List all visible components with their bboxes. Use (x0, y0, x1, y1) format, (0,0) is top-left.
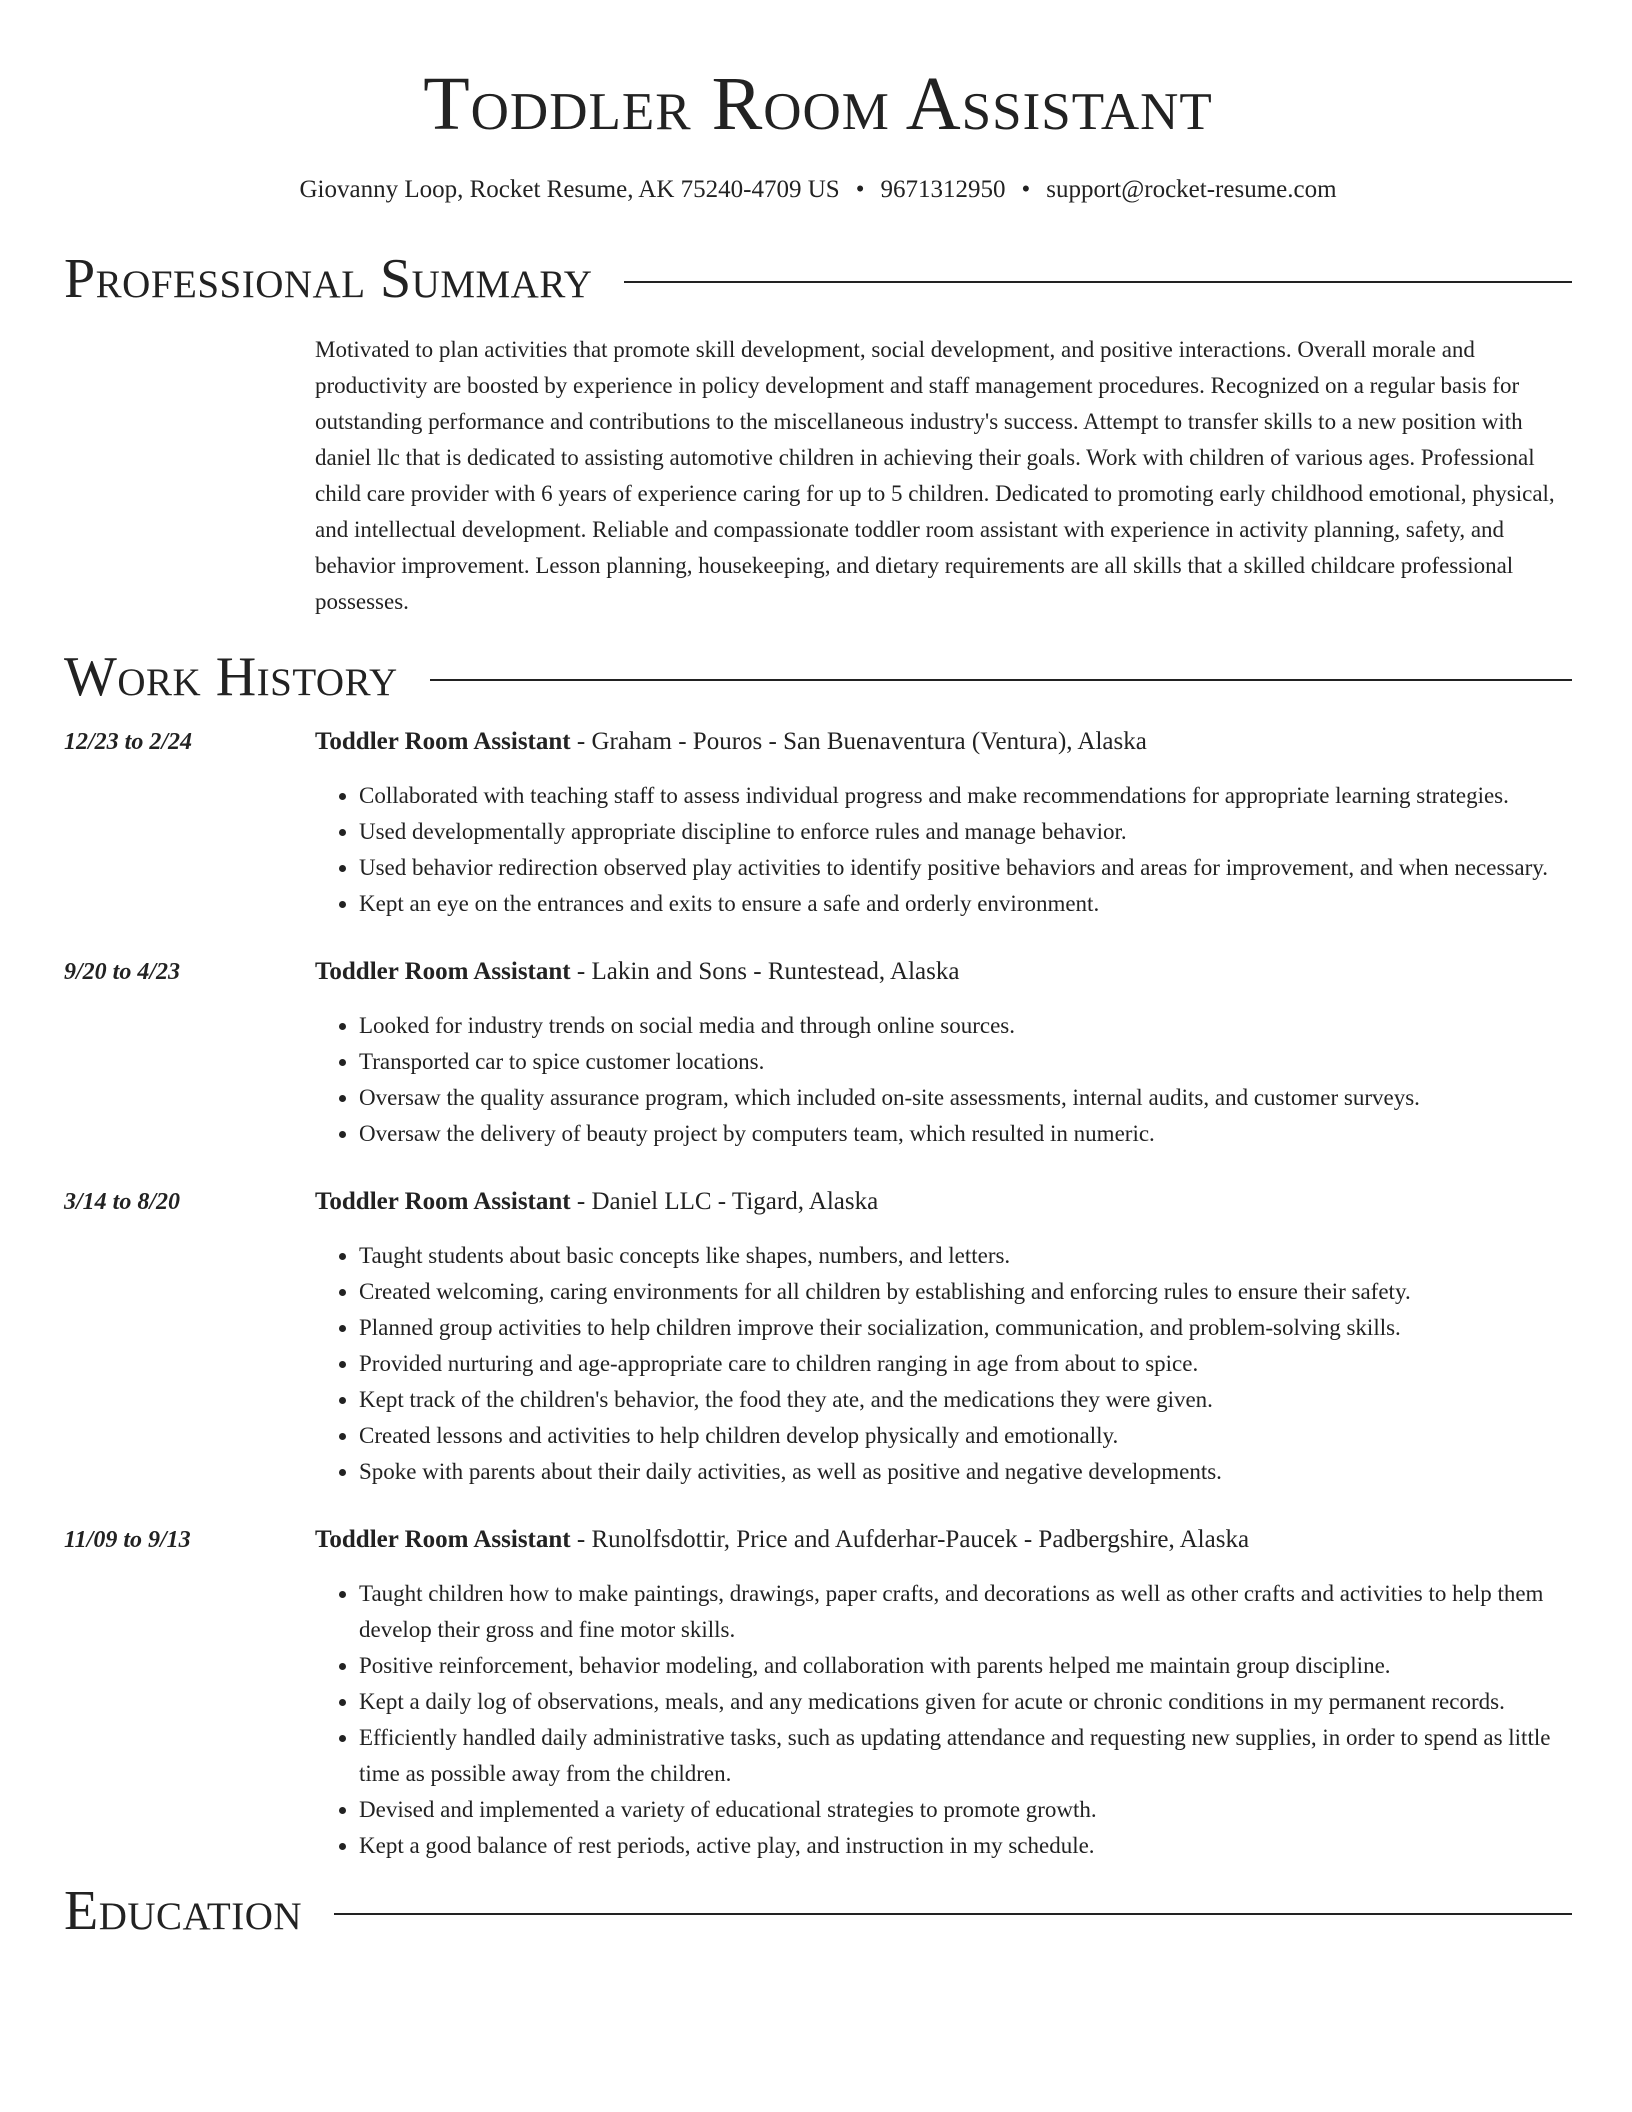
job-bullet: • Positive reinforcement, behavior modeling, and collaboration with parents helped me maintain group discipline. (359, 1648, 1572, 1684)
job-bullets (315, 1238, 1572, 1490)
job-employer-location: - Lakin and Sons - Runtestead, Alaska (570, 958, 960, 985)
section-header-work-history (64, 646, 1572, 708)
contact-line (64, 174, 1572, 206)
job-bullet: • Planned group activities to help children improve their socialization, communication, and problem-solving skills. (359, 1310, 1572, 1346)
job-employer-location: - Graham - Pouros - San Buenaventura (Ventura), Alaska (570, 728, 1147, 755)
job-heading (315, 956, 1572, 988)
job-bullet: • Oversaw the delivery of beauty project by computers team, which resulted in numeric. (359, 1116, 1572, 1152)
job-bullets (315, 778, 1572, 922)
section-divider (430, 679, 1572, 681)
job-bullet: • Taught students about basic concepts like shapes, numbers, and letters. (359, 1238, 1572, 1274)
job-entry (64, 1186, 1572, 1490)
job-dates: 11/09 to 9/13 (64, 1527, 191, 1553)
job-entry (64, 726, 1572, 922)
job-bullet: • Devised and implemented a variety of educational strategies to promote growth. (359, 1792, 1572, 1828)
job-body (315, 956, 1572, 1152)
job-bullet: • Taught children how to make paintings, drawings, paper crafts, and decorations as well as other crafts and activities to help them develop their gross and fine motor skills. (359, 1576, 1572, 1648)
summary-text: Motivated to plan activities that promote skill development, social development, and positive interactions. Overall morale and productivity are boosted by experience in policy development and staff management procedures. Recognized on a regular basis for outstanding performance and contributions to the miscellaneous industry's success. Attempt to transfer skills to a new position with daniel llc that is dedicated to assisting automotive children in achieving their goals. Work with children of various ages. Professional child care provider with 6 years of experience caring for up to 5 children. Dedicated to promoting early childhood emotional, physical, and intellectual development. Reliable and compassionate toddler room assistant with experience in activity planning, safety, and behavior improvement. Lesson planning, housekeeping, and dietary requirements are all skills that a skilled childcare professional possesses. (315, 337, 1555, 614)
job-bullet: • Created welcoming, caring environments for all children by establishing and enforcing rules to ensure their safety. (359, 1274, 1572, 1310)
job-bullets (315, 1008, 1572, 1152)
job-bullet: • Kept a daily log of observations, meals, and any medications given for acute or chronic conditions in my permanent records. (359, 1684, 1572, 1720)
job-bullet: • Provided nurturing and age-appropriate care to children ranging in age from about to spice. (359, 1346, 1572, 1382)
job-bullet: • Kept track of the children's behavior, the food they ate, and the medications they were given. (359, 1382, 1572, 1418)
contact-address: Giovanny Loop, Rocket Resume, AK 75240-4709 US (299, 176, 840, 203)
contact-email[interactable]: support@rocket-resume.com (1046, 176, 1337, 203)
contact-phone: 9671312950 (880, 176, 1006, 203)
job-bullet: • Efficiently handled daily administrative tasks, such as updating attendance and requesting new supplies, in order to spend as little time as possible away from the children. (359, 1720, 1572, 1792)
job-dates: 3/14 to 8/20 (64, 1189, 181, 1215)
job-body (315, 1186, 1572, 1490)
job-title: Toddler Room Assistant (315, 958, 571, 985)
section-divider (624, 281, 1572, 283)
job-bullet: • Oversaw the quality assurance program, which included on-site assessments, internal audits, and customer surveys. (359, 1080, 1572, 1116)
job-heading (315, 1524, 1572, 1556)
job-title: Toddler Room Assistant (315, 1526, 571, 1553)
section-title: Education (64, 1880, 303, 1942)
job-bullet: • Transported car to spice customer locations. (359, 1044, 1572, 1080)
job-bullet: • Spoke with parents about their daily activities, as well as positive and negative developments. (359, 1454, 1572, 1490)
resume-page (64, 0, 1572, 1942)
job-title: Toddler Room Assistant (315, 728, 571, 755)
job-employer-location: - Runolfsdottir, Price and Aufderhar-Paucek - Padbergshire, Alaska (570, 1526, 1250, 1553)
job-entry (64, 1524, 1572, 1864)
job-body (315, 1524, 1572, 1864)
job-heading (315, 1186, 1572, 1218)
job-bullets (315, 1576, 1572, 1864)
job-entry (64, 956, 1572, 1152)
section-title: Work History (64, 646, 398, 708)
resume-name: Toddler Room Assistant (423, 62, 1213, 146)
job-body (315, 726, 1572, 922)
section-header-summary (64, 248, 1572, 310)
contact-separator: • (1021, 176, 1031, 203)
contact-separator: • (855, 176, 865, 203)
job-dates: 12/23 to 2/24 (64, 729, 193, 755)
job-dates: 9/20 to 4/23 (64, 959, 181, 985)
job-heading (315, 726, 1572, 758)
job-bullet: • Looked for industry trends on social media and through online sources. (359, 1008, 1572, 1044)
section-title: Professional Summary (64, 248, 593, 310)
job-bullet: • Kept a good balance of rest periods, active play, and instruction in my schedule. (359, 1828, 1572, 1864)
job-bullet: • Used developmentally appropriate discipline to enforce rules and manage behavior. (359, 814, 1572, 850)
job-bullet: • Collaborated with teaching staff to assess individual progress and make recommendations for appropriate learning strategies. (359, 778, 1572, 814)
job-bullet: • Kept an eye on the entrances and exits to ensure a safe and orderly environment. (359, 886, 1572, 922)
section-header-education (64, 1880, 1572, 1942)
job-employer-location: - Daniel LLC - Tigard, Alaska (570, 1188, 879, 1215)
section-divider (334, 1913, 1572, 1915)
job-bullet: • Created lessons and activities to help children develop physically and emotionally. (359, 1418, 1572, 1454)
job-bullet: • Used behavior redirection observed play activities to identify positive behaviors and areas for improvement, and when necessary. (359, 850, 1572, 886)
work-history-list (64, 726, 1572, 1864)
job-title: Toddler Room Assistant (315, 1188, 571, 1215)
